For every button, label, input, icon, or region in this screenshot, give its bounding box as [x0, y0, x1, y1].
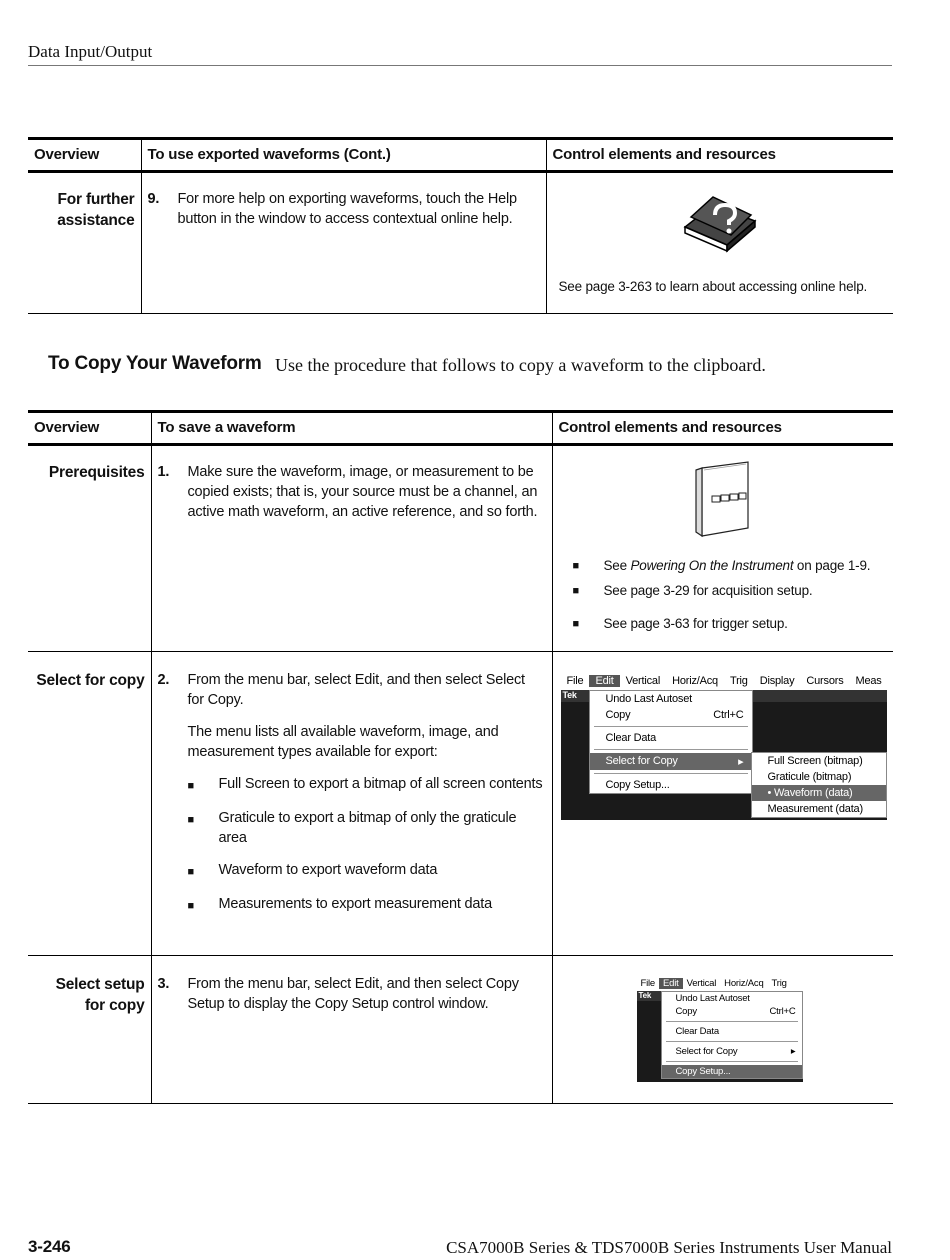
table-row — [28, 956, 893, 1104]
manual-book-icon — [561, 458, 886, 548]
menu-vertical: Vertical — [625, 675, 661, 687]
menu-horiz-acq: Horiz/Acq — [724, 978, 764, 989]
col-header-procedure: To save a waveform — [151, 412, 552, 445]
step-number: 1. — [157, 464, 170, 480]
resource-item: ■ See page 3-63 for trigger setup. — [572, 616, 788, 631]
step-text: Make sure the waveform, image, or measurement to be copied exists; that is, your source must be a channel, an active math waveform, an active reference, and so forth. — [187, 464, 538, 520]
submenu-item: Graticule (bitmap) — [767, 771, 852, 783]
menu-item: Clear Data — [605, 732, 657, 744]
menu-cursors: Cursors — [806, 675, 844, 687]
section-intro: Use the procedure that follows to copy a waveform to the clipboard. — [275, 355, 766, 375]
submenu-item: Full Screen (bitmap) — [767, 755, 863, 767]
tek-label: Tek — [561, 690, 887, 702]
menu-edit: Edit — [659, 978, 683, 989]
chevron-right-icon: ▸ — [790, 1046, 796, 1057]
row-overview: Prerequisites — [28, 445, 151, 652]
menu-horiz-acq: Horiz/Acq — [672, 675, 718, 687]
row-overview: Select setup for copy — [28, 956, 151, 1104]
menu-trig: Trig — [771, 978, 787, 989]
table-row — [28, 172, 893, 314]
procedure-table-copy — [28, 410, 893, 1104]
step-text: The menu lists all available waveform, image, and measurement types available for export: — [187, 724, 499, 760]
row-overview: For further assistance — [28, 172, 141, 314]
step-text: From the menu bar, select Edit, and then select Select for Copy. — [187, 672, 525, 708]
chevron-right-icon: ▸ — [738, 756, 744, 768]
row-overview: Select for copy — [28, 652, 151, 956]
table-row — [28, 652, 893, 956]
help-reference: See page 3-263 to learn about accessing online help. — [558, 279, 868, 294]
menu-item: Copy Setup... — [605, 779, 670, 791]
menu-display: Display — [759, 675, 795, 687]
section-title: To Copy Your Waveform — [48, 353, 262, 374]
resource-item: ■ See Powering On the Instrument on page 1-9. — [572, 558, 871, 573]
resource-item: ■ See page 3-29 for acquisition setup. — [572, 583, 813, 598]
menu-item: Undo Last Autoset — [605, 693, 692, 705]
col-header-procedure: To use exported waveforms (Cont.) — [141, 139, 546, 172]
menu-item: Select for Copy ▸ — [590, 753, 752, 770]
menu-item: Undo Last Autoset — [675, 993, 750, 1004]
submenu-item: • Waveform (data) — [752, 785, 886, 801]
menu-bar — [561, 672, 887, 690]
step-number: 2. — [157, 672, 170, 688]
menu-edit: Edit — [589, 675, 619, 687]
step-9 — [148, 189, 538, 229]
step-1 — [158, 462, 544, 522]
step-2 — [158, 670, 544, 928]
menu-item: Copy Ctrl+C — [605, 709, 744, 721]
menu-trig: Trig — [729, 675, 748, 687]
help-book-icon — [555, 187, 886, 257]
col-header-overview: Overview — [28, 412, 151, 445]
menu-bar — [637, 976, 803, 991]
header-rule — [28, 65, 892, 66]
menu-item: Select for Copy ▸ — [675, 1046, 796, 1057]
copy-setup-screenshot — [637, 976, 803, 1082]
list-item: ■ Full Screen to export a bitmap of all screen contents — [187, 776, 543, 792]
submenu-item: Measurement (data) — [767, 803, 863, 815]
tek-label: Tek — [637, 991, 803, 1001]
step-text: From the menu bar, select Edit, and then select Copy Setup to display the Copy Setup control window. — [187, 976, 519, 1012]
menu-file: File — [640, 978, 656, 989]
col-header-overview: Overview — [28, 139, 141, 172]
menu-file: File — [566, 675, 584, 687]
col-header-resources: Control elements and resources — [552, 412, 893, 445]
select-for-copy-screenshot — [561, 672, 887, 820]
col-header-resources: Control elements and resources — [546, 139, 893, 172]
list-item: ■ Graticule to export a bitmap of only the graticule area — [187, 810, 517, 846]
step-number: 3. — [157, 976, 170, 992]
step-number: 9. — [147, 191, 160, 207]
procedure-table-exported — [28, 137, 893, 314]
menu-item: Copy Setup... — [662, 1065, 802, 1078]
step-text: For more help on exporting waveforms, touch the Help button in the window to access contextual online help. — [177, 191, 517, 227]
bullet-icon: • — [767, 787, 775, 799]
list-item: ■ Measurements to export measurement data — [187, 896, 492, 912]
running-head: Data Input/Output — [28, 42, 153, 61]
menu-vertical: Vertical — [686, 978, 717, 989]
list-item: ■ Waveform to export waveform data — [187, 862, 438, 878]
menu-item: Clear Data — [675, 1026, 719, 1037]
manual-title: CSA7000B Series & TDS7000B Series Instruments User Manual — [446, 1238, 892, 1257]
step-3 — [158, 974, 544, 1014]
menu-item: Copy Ctrl+C — [675, 1006, 796, 1017]
page-number: 3-246 — [28, 1237, 71, 1256]
copy-submenu — [751, 752, 887, 818]
menu-meas: Meas — [855, 675, 882, 687]
edit-menu — [589, 690, 753, 794]
edit-menu — [661, 991, 803, 1079]
table-row — [28, 445, 893, 652]
